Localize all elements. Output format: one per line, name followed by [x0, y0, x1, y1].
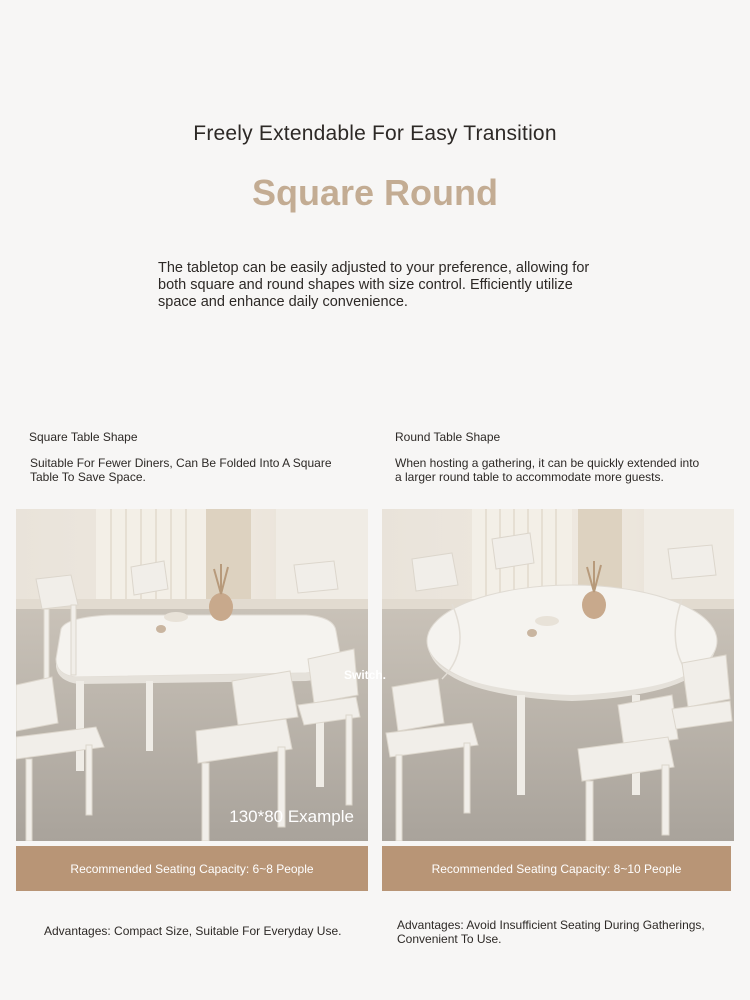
round-table-photo [382, 509, 734, 841]
switch-label: Switch. [344, 668, 387, 682]
size-example-caption: 130*80 Example [229, 807, 354, 826]
round-shape-desc: When hosting a gathering, it can be quickly extended into a larger round table to accommodate more guests. [395, 456, 700, 484]
page-title: Square Round [251, 172, 498, 213]
square-table-illustration [16, 509, 368, 841]
square-table-photo [16, 509, 368, 841]
round-advantages: Advantages: Avoid Insufficient Seating During Gatherings, Convenient To Use. [397, 918, 705, 946]
intro-text: The tabletop can be easily adjusted to your preference, allowing for both square and round shapes with size control. Efficiently utilize space and enhance daily convenience. [158, 260, 590, 310]
square-seating-bar: Recommended Seating Capacity: 6~8 People [16, 846, 368, 891]
headline: Freely Extendable For Easy Transition [193, 122, 557, 145]
square-shape-desc: Suitable For Fewer Diners, Can Be Folded Into A Square Table To Save Space. [30, 456, 332, 484]
round-shape-title: Round Table Shape [395, 430, 501, 444]
round-table-illustration [382, 509, 734, 841]
round-seating-bar: Recommended Seating Capacity: 8~10 People [382, 846, 731, 891]
square-advantages: Advantages: Compact Size, Suitable For Everyday Use. [44, 924, 342, 938]
square-shape-title: Square Table Shape [29, 430, 138, 444]
